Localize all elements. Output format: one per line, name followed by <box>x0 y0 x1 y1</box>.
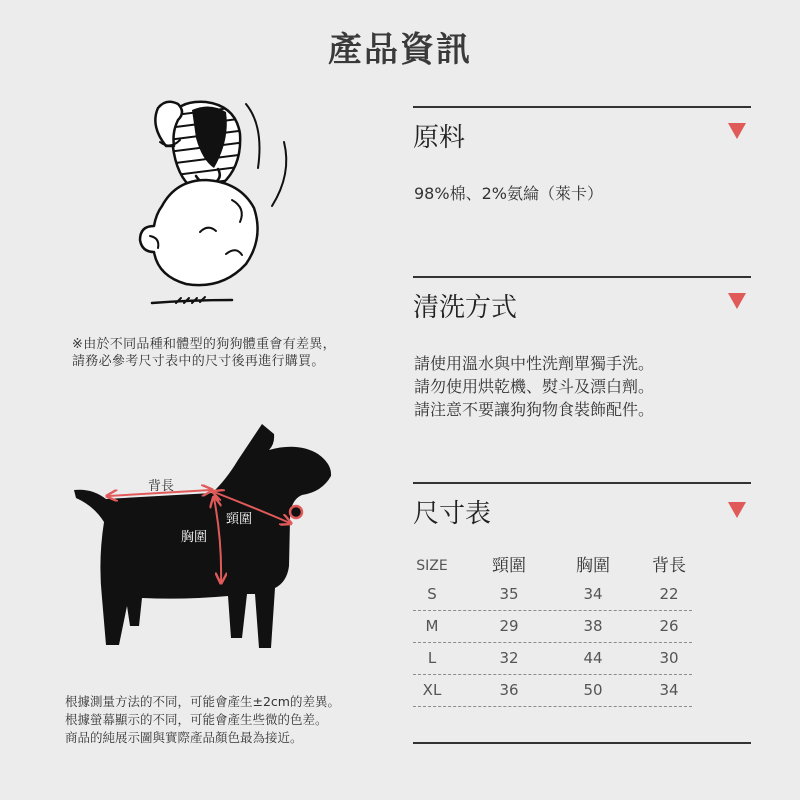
chest-cell: 44 <box>583 649 603 667</box>
section-divider <box>413 742 751 744</box>
cartoon-head <box>140 180 258 285</box>
neck-cell: 32 <box>499 649 519 667</box>
size-note-line: 請務必參考尺寸表中的尺寸後再進行購買。 <box>72 354 325 369</box>
section-size-chart-header[interactable] <box>413 494 751 534</box>
back-cell: 22 <box>659 585 679 603</box>
size-cell: XL <box>422 681 442 699</box>
cartoon-illustration <box>130 88 300 318</box>
chest-cell: 50 <box>583 681 603 699</box>
table-row <box>413 579 692 611</box>
section-divider <box>413 482 751 484</box>
back-cell: 34 <box>659 681 679 699</box>
collar-tag <box>290 506 302 518</box>
section-divider <box>413 276 751 278</box>
size-note-line: ※由於不同品種和體型的狗狗體重會有差異， <box>72 337 336 352</box>
section-divider <box>413 106 751 108</box>
caret-down-icon <box>728 293 746 309</box>
disclaimer <box>65 693 340 747</box>
disclaimer-line: 根據測量方法的不同，可能會產生±2cm的差異。 <box>65 694 340 709</box>
chest-cell: 38 <box>583 617 603 635</box>
section-title: 原料 <box>413 123 466 153</box>
motion-line <box>272 142 286 206</box>
caret-down-icon <box>728 502 746 518</box>
chest-cell: 34 <box>583 585 603 603</box>
section-washing-header[interactable] <box>413 288 751 328</box>
section-title: 尺寸表 <box>413 499 492 529</box>
page-title: 產品資訊 <box>328 30 472 70</box>
table-header-cell: 背長 <box>652 556 686 576</box>
disclaimer-line: 根據螢幕顯示的不同，可能會產生些微的色差。 <box>65 712 328 727</box>
caret-down-icon <box>728 123 746 139</box>
section-washing-body <box>414 352 654 421</box>
section-materials <box>413 106 751 256</box>
size-cell: M <box>425 617 439 635</box>
neck-cell: 29 <box>499 617 519 635</box>
back-cell: 30 <box>659 649 679 667</box>
table-header-cell: 胸圍 <box>576 556 610 576</box>
washing-line: 請注意不要讓狗狗物食裝飾配件。 <box>414 400 655 419</box>
size-cell: S <box>427 585 437 603</box>
disclaimer-line: 商品的純展示圖與實際產品顏色最為接近。 <box>65 730 303 745</box>
table-row <box>413 675 692 707</box>
washing-line: 請勿使用烘乾機、熨斗及漂白劑。 <box>414 377 655 396</box>
size-cell: L <box>427 649 437 667</box>
table-header-cell: SIZE <box>416 558 448 574</box>
back-cell: 26 <box>659 617 679 635</box>
size-table <box>413 553 692 707</box>
section-materials-header[interactable] <box>413 118 751 158</box>
back-length-label: 背長 <box>148 479 175 494</box>
chest-girth-label: 胸圍 <box>181 530 208 545</box>
neck-cell: 36 <box>499 681 519 699</box>
table-header-cell: 頸圍 <box>492 556 526 576</box>
section-materials-body <box>414 182 603 205</box>
table-header-row <box>413 553 692 579</box>
section-size-chart <box>413 482 751 722</box>
neck-girth-label: 頸圍 <box>226 512 253 527</box>
washing-line: 請使用溫水與中性洗劑單獨手洗。 <box>414 354 655 373</box>
table-row <box>413 611 692 643</box>
neck-cell: 35 <box>499 585 519 603</box>
motion-line <box>246 104 260 168</box>
table-row <box>413 643 692 675</box>
section-washing <box>413 276 751 456</box>
materials-text: 98%棉、2%氨綸（萊卡） <box>414 184 603 203</box>
size-note <box>72 336 336 370</box>
section-title: 清洗方式 <box>413 293 518 323</box>
